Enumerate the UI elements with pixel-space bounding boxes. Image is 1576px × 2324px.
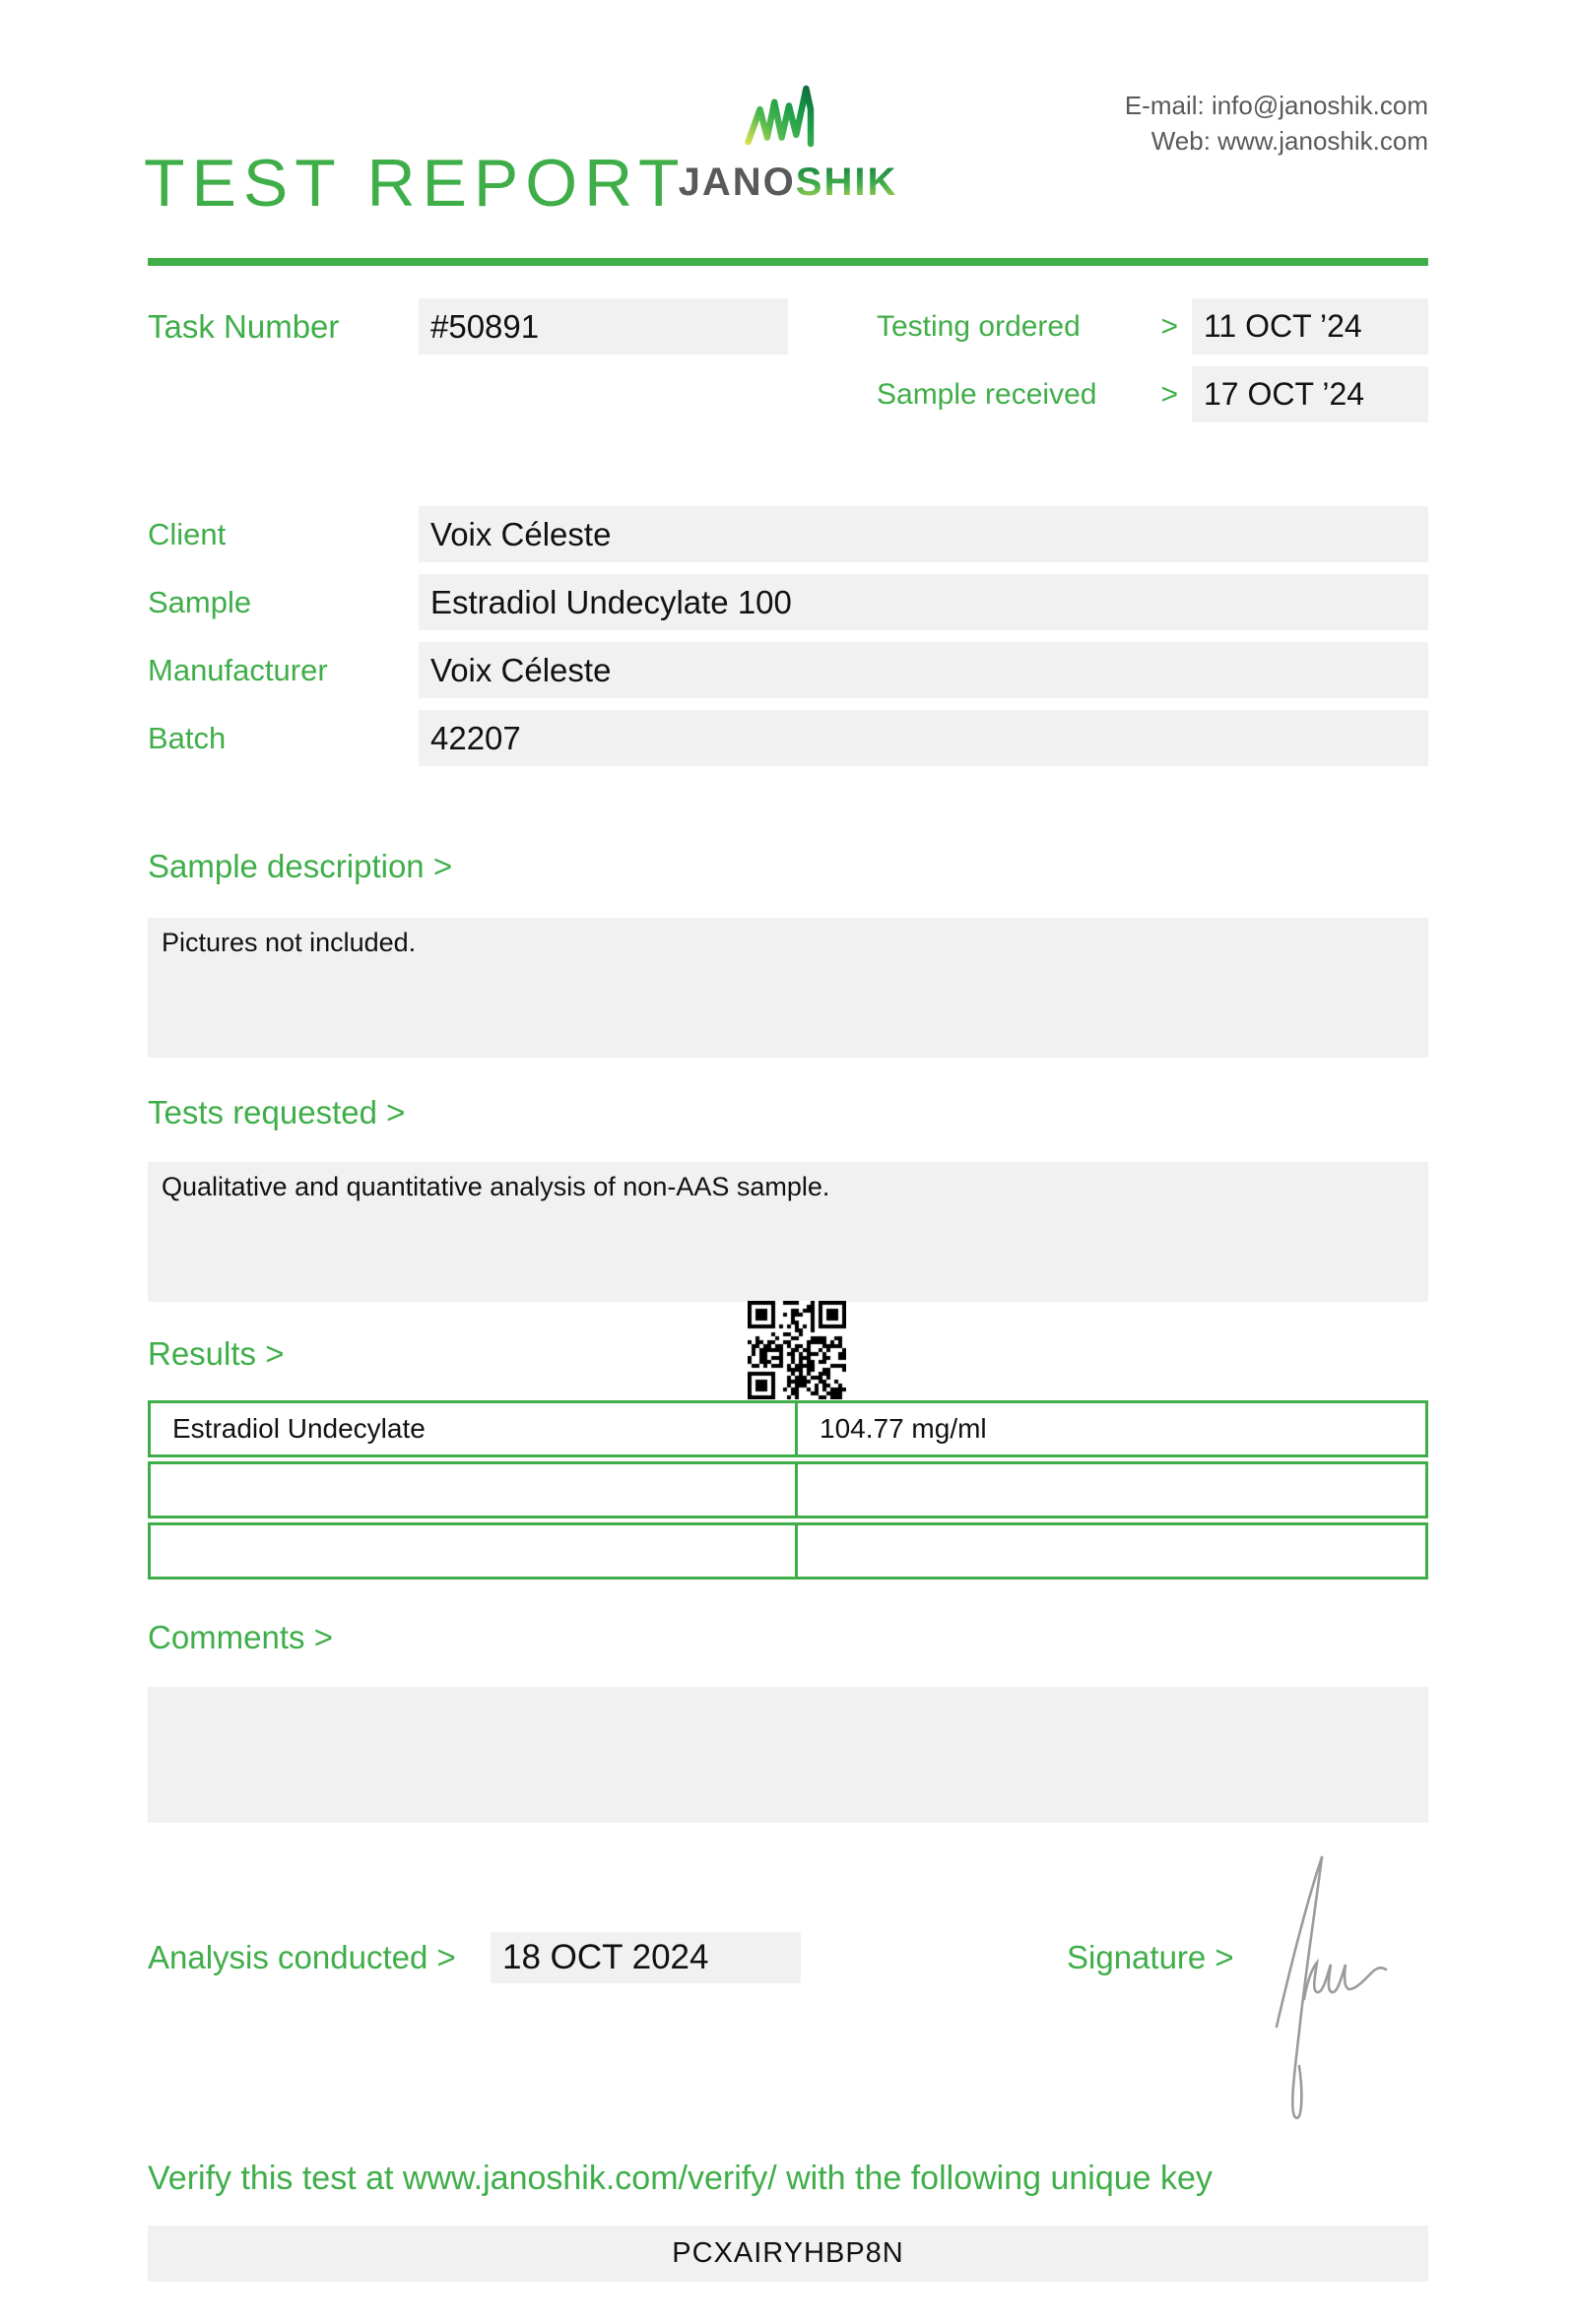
sample-label: Sample (148, 584, 252, 619)
sample-value: Estradiol Undecylate 100 (419, 574, 1428, 630)
contact-web: Web: www.janoshik.com (1150, 126, 1428, 157)
manufacturer-value: Voix Céleste (419, 642, 1428, 698)
chevron-right-icon: > (1160, 309, 1178, 343)
verify-instruction: Verify this test at www.janoshik.com/verify/ with the following unique key (148, 2160, 1213, 2197)
analysis-conducted-label: Analysis conducted > (148, 1939, 456, 1975)
signature-label: Signature > (1067, 1939, 1234, 1975)
sample-row (148, 574, 1428, 630)
manufacturer-label: Manufacturer (148, 652, 328, 687)
comments-heading: Comments > (148, 1619, 333, 1655)
sample-received-date: 17 OCT ’24 (1192, 366, 1428, 422)
header-divider (148, 258, 1428, 266)
table-row (148, 1400, 1428, 1457)
analyte-cell: Estradiol Undecylate (151, 1403, 798, 1454)
comments-panel (148, 1687, 1428, 1823)
qr-code-icon (748, 1301, 846, 1399)
dates-column (877, 298, 1428, 422)
sample-received-row (877, 366, 1428, 422)
janoshik-logo (660, 82, 916, 202)
logo-wordmark-green: SHIK (795, 161, 898, 204)
sample-info-section (148, 506, 1428, 766)
task-number-label: Task Number (148, 307, 340, 345)
batch-row (148, 710, 1428, 766)
manufacturer-row (148, 642, 1428, 698)
logo-wordmark (660, 162, 916, 202)
result-cell (798, 1525, 1425, 1577)
tests-requested-heading: Tests requested > (148, 1094, 406, 1130)
signature-scribble (1269, 1849, 1399, 2132)
testing-ordered-date: 11 OCT ’24 (1192, 298, 1428, 355)
chart-line-icon (660, 82, 916, 161)
results-table (148, 1400, 1428, 1580)
contact-email: E-mail: info@janoshik.com (1124, 91, 1428, 120)
analyte-cell (151, 1464, 798, 1516)
sample-received-label: Sample received (877, 377, 1097, 411)
batch-label: Batch (148, 720, 227, 755)
unique-key-value: PCXAIRYHBP8N (148, 2226, 1428, 2282)
result-cell: 104.77 mg/ml (820, 1413, 987, 1444)
client-row (148, 506, 1428, 562)
client-label: Client (148, 516, 227, 551)
analysis-row (148, 1932, 1428, 1983)
table-row (148, 1522, 1428, 1580)
sample-description-panel: Pictures not included. (148, 918, 1428, 1058)
task-number-row (148, 298, 788, 355)
logo-wordmark-gray: JANO (678, 161, 796, 204)
testing-ordered-label: Testing ordered (877, 309, 1081, 343)
tests-requested-panel: Qualitative and quantitative analysis of non-AAS sample. (148, 1162, 1428, 1302)
batch-value: 42207 (419, 710, 1428, 766)
result-cell (798, 1464, 1425, 1516)
task-number-value: #50891 (419, 298, 788, 355)
page-title: TEST REPORT (144, 146, 687, 221)
results-heading: Results > (148, 1335, 285, 1372)
analyte-cell (151, 1525, 798, 1577)
testing-ordered-row (877, 298, 1428, 355)
contact-info (1125, 88, 1428, 160)
table-row (148, 1461, 1428, 1518)
report-header (144, 84, 1428, 221)
client-value: Voix Céleste (419, 506, 1428, 562)
analysis-date-value: 18 OCT 2024 (491, 1932, 801, 1983)
task-section (148, 298, 1428, 422)
sample-description-heading: Sample description > (148, 848, 453, 884)
chevron-right-icon: > (1160, 377, 1178, 411)
